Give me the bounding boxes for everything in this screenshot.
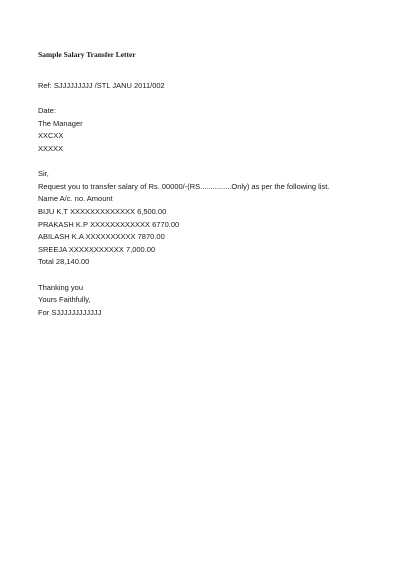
closing-line: For SJJJJJJJJJJJJ bbox=[38, 307, 102, 317]
salary-entry: ABILASH K.A XXXXXXXXXX 7870.00 bbox=[38, 232, 165, 242]
salutation: Sir, bbox=[38, 169, 49, 179]
salary-entry: PRAKASH K.P XXXXXXXXXXXX 6770.00 bbox=[38, 219, 180, 229]
closing-line: Yours Faithfully, bbox=[38, 295, 91, 305]
request-line: Request you to transfer salary of Rs. 00000/-(RS...............Only) as per the following list. bbox=[38, 181, 330, 191]
letter-body bbox=[38, 80, 329, 319]
spacer bbox=[38, 269, 329, 282]
list-header: Name A/c. no. Amount bbox=[38, 194, 113, 204]
salary-entry: SREEJA XXXXXXXXXXX 7,000.00 bbox=[38, 244, 156, 254]
total-line: Total 28,140.00 bbox=[38, 257, 90, 267]
recipient-line: XXCXX bbox=[38, 131, 64, 141]
recipient-line: XXXXX bbox=[38, 143, 64, 153]
closing-line: Thanking you bbox=[38, 282, 84, 292]
spacer bbox=[38, 93, 329, 106]
salary-entry: BIJU K.T XXXXXXXXXXXXX 6,500.00 bbox=[38, 206, 167, 216]
spacer bbox=[38, 156, 329, 169]
date-label: Date: bbox=[38, 106, 56, 116]
recipient-line: The Manager bbox=[38, 118, 83, 128]
letter-title: Sample Salary Transfer Letter bbox=[38, 50, 136, 59]
reference-line: Ref: SJJJJJJJJJ /STL JANU 2011/002 bbox=[38, 81, 165, 90]
